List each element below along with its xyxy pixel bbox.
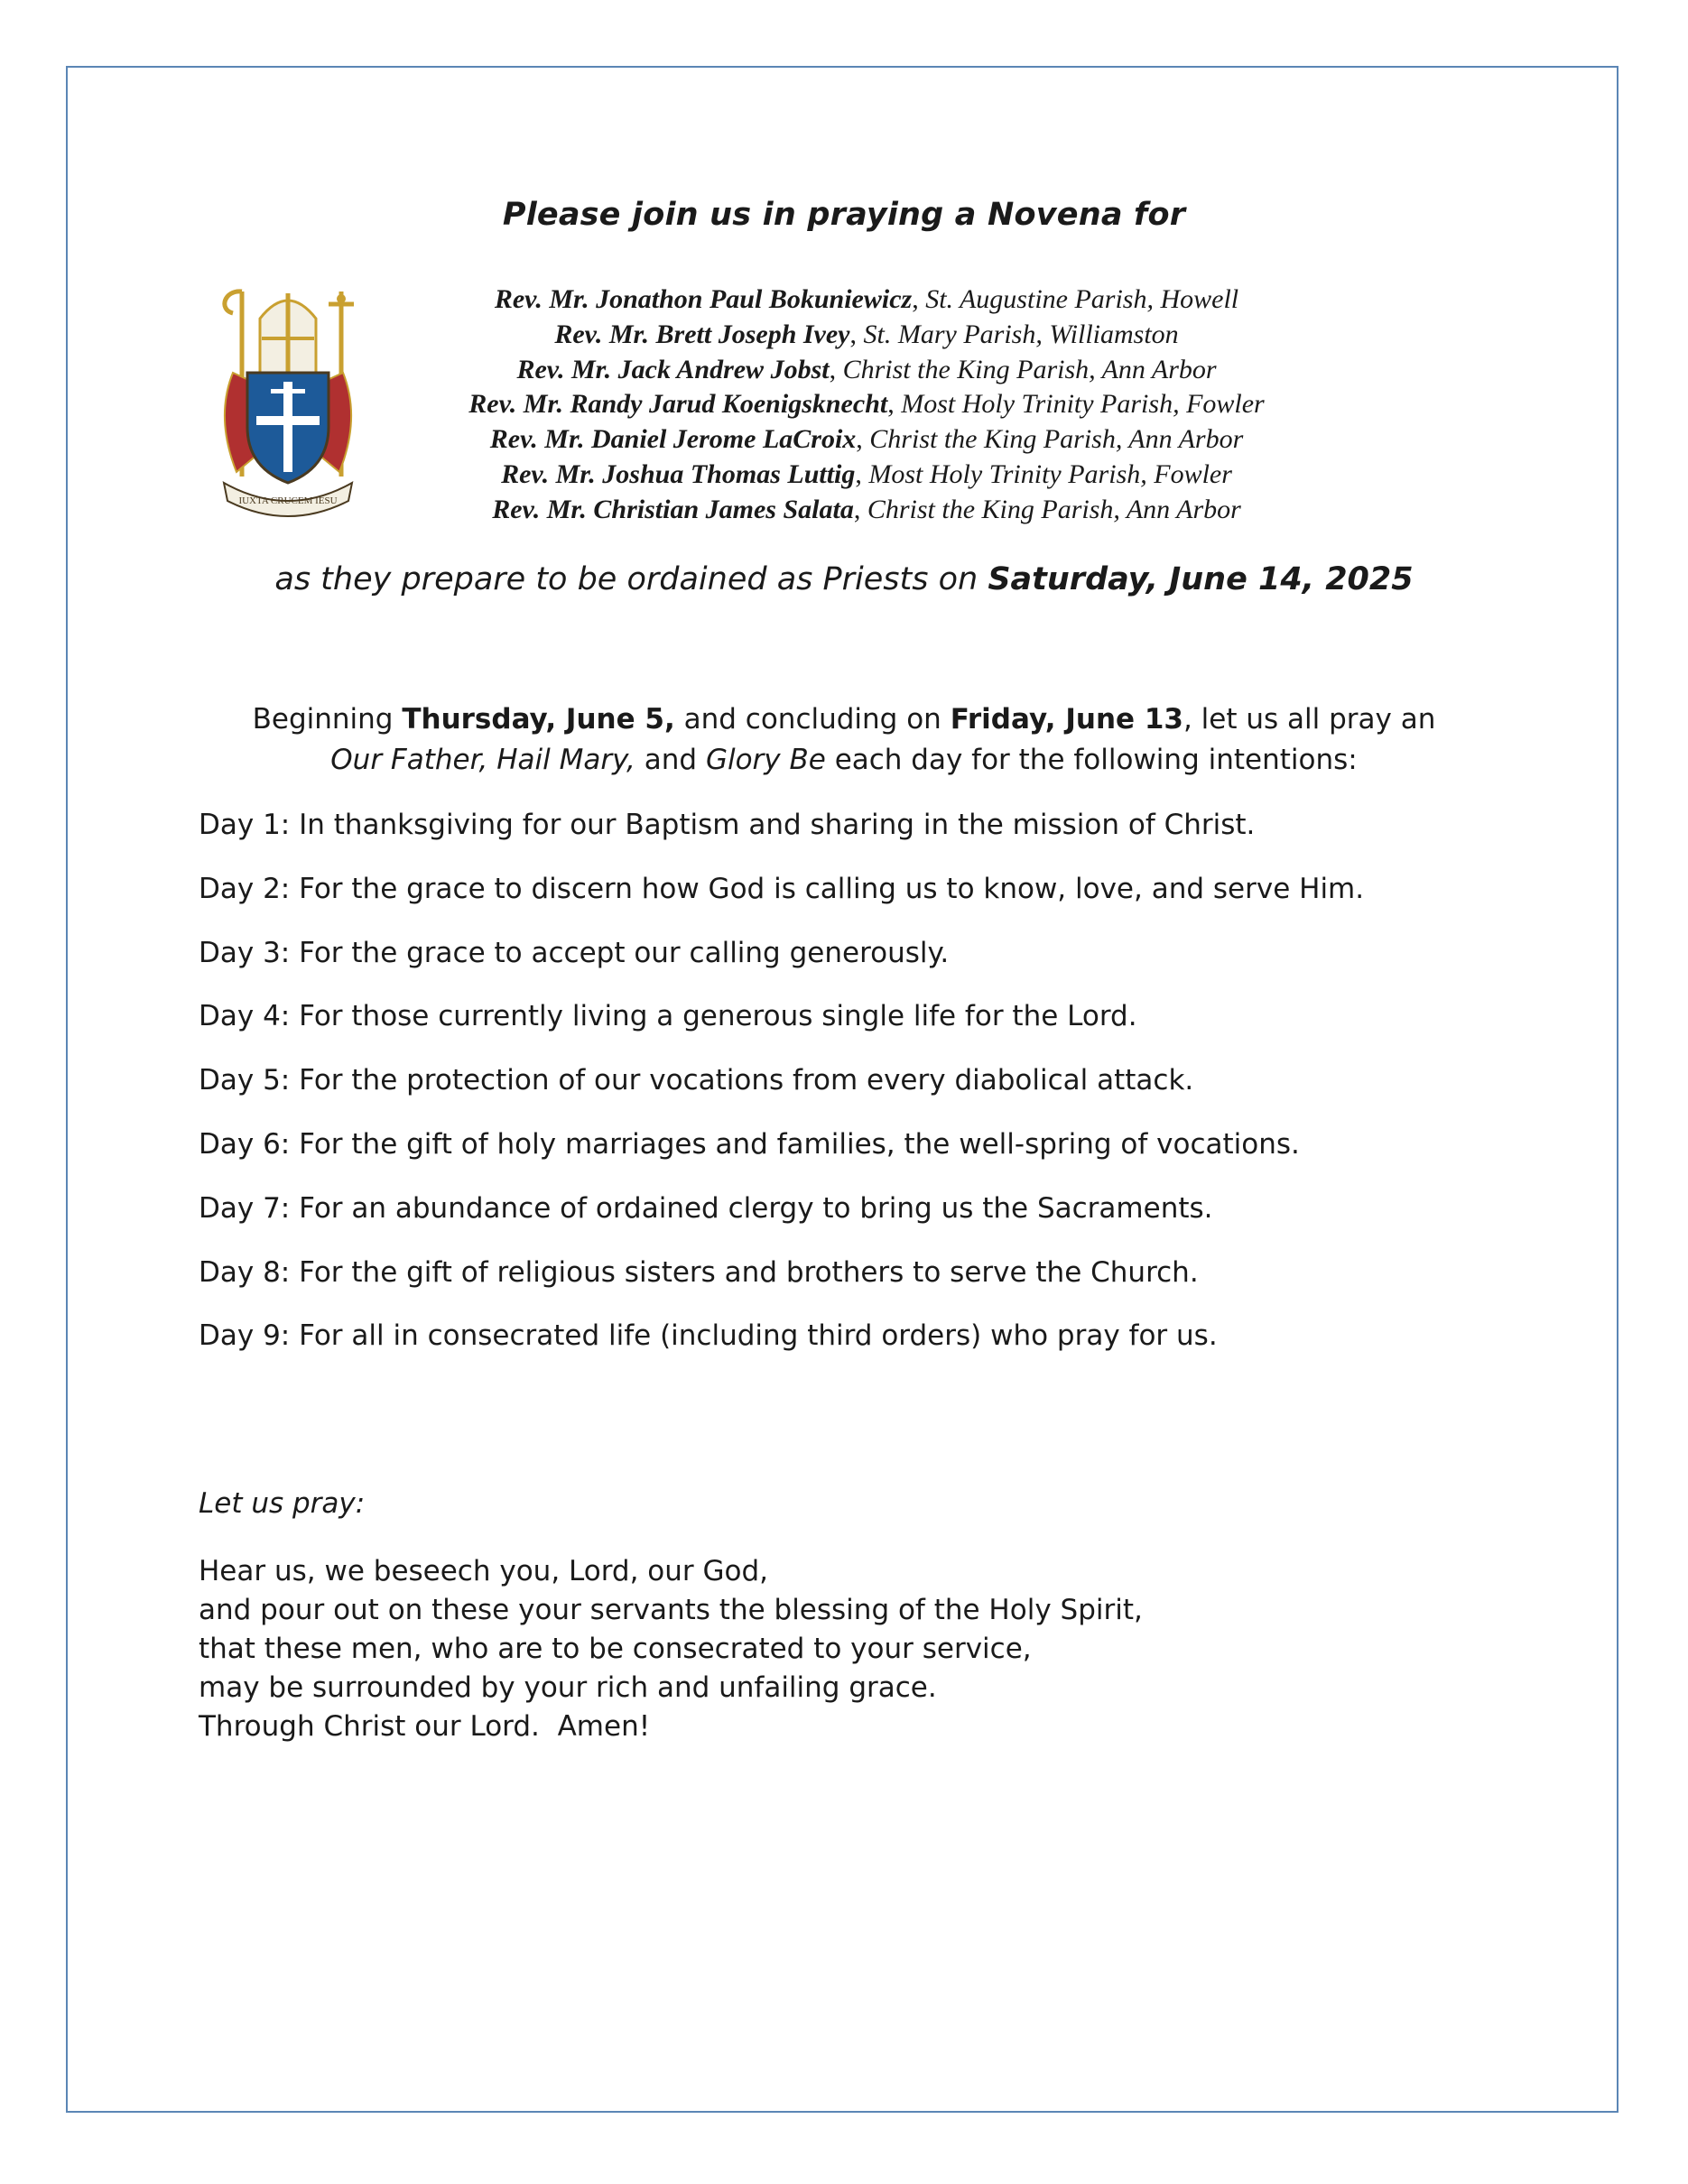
candidate-line: Rev. Mr. Jonathon Paul Bokuniewicz, St. Augustine Parish, Howell — [494, 284, 1239, 314]
day-text: In thanksgiving for our Baptism and sharing in the mission of Christ. — [299, 809, 1256, 841]
candidate-list — [325, 282, 1408, 528]
day-label: Day 5: — [199, 1064, 291, 1097]
day-text: For an abundance of ordained clergy to bring us the Sacraments. — [299, 1191, 1213, 1225]
day-text: For all in consecrated life (including third orders) who pray for us. — [299, 1319, 1218, 1353]
day-label: Day 3: — [199, 936, 291, 969]
intro-and: and — [644, 744, 698, 776]
candidate-name: Rev. Mr. Jack Andrew Jobst — [516, 354, 830, 384]
intention-item — [199, 1060, 1553, 1124]
candidate-parish: Most Holy Trinity Parish, Fowler — [901, 389, 1265, 420]
intro-beginning: Beginning — [252, 703, 394, 736]
prayer-line: that these men, who are to be consecrated to your service, — [199, 1633, 1032, 1665]
end-date: Friday, June 13 — [950, 703, 1183, 736]
intro-let-us: , let us all pray an — [1183, 703, 1436, 736]
candidate-name: Rev. Mr. Randy Jarud Koenigsknecht — [468, 389, 888, 420]
ordination-line — [0, 561, 1688, 597]
intro-concluding: and concluding on — [683, 703, 941, 736]
candidate-line: Rev. Mr. Joshua Thomas Luttig, Most Holy Trinity Parish, Fowler — [501, 458, 1232, 489]
page-title: Please join us in praying a Novena for — [502, 197, 1186, 233]
day-text: For the grace to accept our calling generously. — [299, 936, 950, 969]
prayer-heading: Let us pray: — [199, 1487, 366, 1520]
intro-line-1 — [0, 699, 1688, 740]
day-text: For the protection of our vocations from every diabolical attack. — [299, 1064, 1194, 1097]
candidate-line: Rev. Mr. Randy Jarud Koenigsknecht, Most Holy Trinity Parish, Fowler — [468, 389, 1265, 420]
intro-each-day: each day for the following intentions: — [834, 744, 1358, 776]
novena-intro — [0, 699, 1688, 781]
ordination-date: Saturday, June 14, 2025 — [988, 561, 1414, 597]
prayer-line: Hear us, we beseech you, Lord, our God, — [199, 1555, 769, 1587]
day-label: Day 1: — [199, 809, 291, 841]
start-date: Thursday, June 5, — [402, 703, 675, 736]
day-label: Day 9: — [199, 1319, 291, 1353]
candidate-name: Rev. Mr. Daniel Jerome LaCroix — [489, 424, 857, 455]
day-text: For those currently living a generous single life for the Lord. — [299, 1000, 1137, 1033]
ordination-lead: as they prepare to be ordained as Priests on — [274, 561, 978, 597]
intention-item — [199, 1189, 1553, 1253]
intention-item — [199, 869, 1553, 933]
prayer-line: and pour out on these your servants the blessing of the Holy Spirit, — [199, 1594, 1143, 1626]
intention-item — [199, 805, 1553, 869]
candidate-parish: Christ the King Parish, Ann Arbor — [869, 424, 1244, 455]
intentions-list — [199, 805, 1553, 1380]
day-text: For the grace to discern how God is calling us to know, love, and serve Him. — [299, 872, 1365, 905]
crest-motto: IUXTA CRUCEM IESU — [238, 495, 338, 506]
candidate-name: Rev. Mr. Brett Joseph Ivey — [554, 319, 850, 349]
day-label: Day 7: — [199, 1191, 291, 1225]
candidate-parish: Christ the King Parish, Ann Arbor — [842, 354, 1217, 384]
candidate-parish: Most Holy Trinity Parish, Fowler — [868, 458, 1232, 489]
candidate-line: Rev. Mr. Christian James Salata, Christ the King Parish, Ann Arbor — [492, 494, 1241, 524]
candidate-name: Rev. Mr. Jonathon Paul Bokuniewicz — [494, 284, 913, 314]
prayer-names-2: Glory Be — [705, 744, 826, 776]
day-label: Day 6: — [199, 1127, 291, 1161]
candidate-parish: Christ the King Parish, Ann Arbor — [867, 494, 1241, 524]
prayer-line: may be surrounded by your rich and unfailing grace. — [199, 1671, 937, 1704]
day-label: Day 2: — [199, 872, 291, 905]
intention-item — [199, 1124, 1553, 1189]
day-label: Day 8: — [199, 1255, 291, 1289]
prayer-names-1: Our Father, Hail Mary, — [330, 744, 635, 776]
intention-item — [199, 1316, 1553, 1380]
intention-item — [199, 933, 1553, 997]
candidate-parish: St. Mary Parish, Williamston — [863, 319, 1179, 349]
day-text: For the gift of holy marriages and families, the well-spring of vocations. — [299, 1127, 1300, 1161]
intention-item — [199, 996, 1553, 1060]
intention-item — [199, 1253, 1553, 1317]
closing-prayer — [199, 1552, 1553, 1746]
day-text: For the gift of religious sisters and brothers to serve the Church. — [299, 1255, 1199, 1289]
candidate-line: Rev. Mr. Brett Joseph Ivey, St. Mary Parish, Williamston — [554, 319, 1179, 349]
candidate-name: Rev. Mr. Christian James Salata — [492, 494, 854, 524]
candidate-line: Rev. Mr. Jack Andrew Jobst, Christ the King Parish, Ann Arbor — [516, 354, 1217, 384]
prayer-line: Through Christ our Lord. Amen! — [199, 1710, 651, 1743]
intro-line-2 — [0, 740, 1688, 781]
candidate-name: Rev. Mr. Joshua Thomas Luttig — [501, 458, 856, 489]
day-label: Day 4: — [199, 1000, 291, 1033]
candidate-parish: St. Augustine Parish, Howell — [925, 284, 1239, 314]
candidate-line: Rev. Mr. Daniel Jerome LaCroix, Christ the King Parish, Ann Arbor — [489, 424, 1244, 455]
